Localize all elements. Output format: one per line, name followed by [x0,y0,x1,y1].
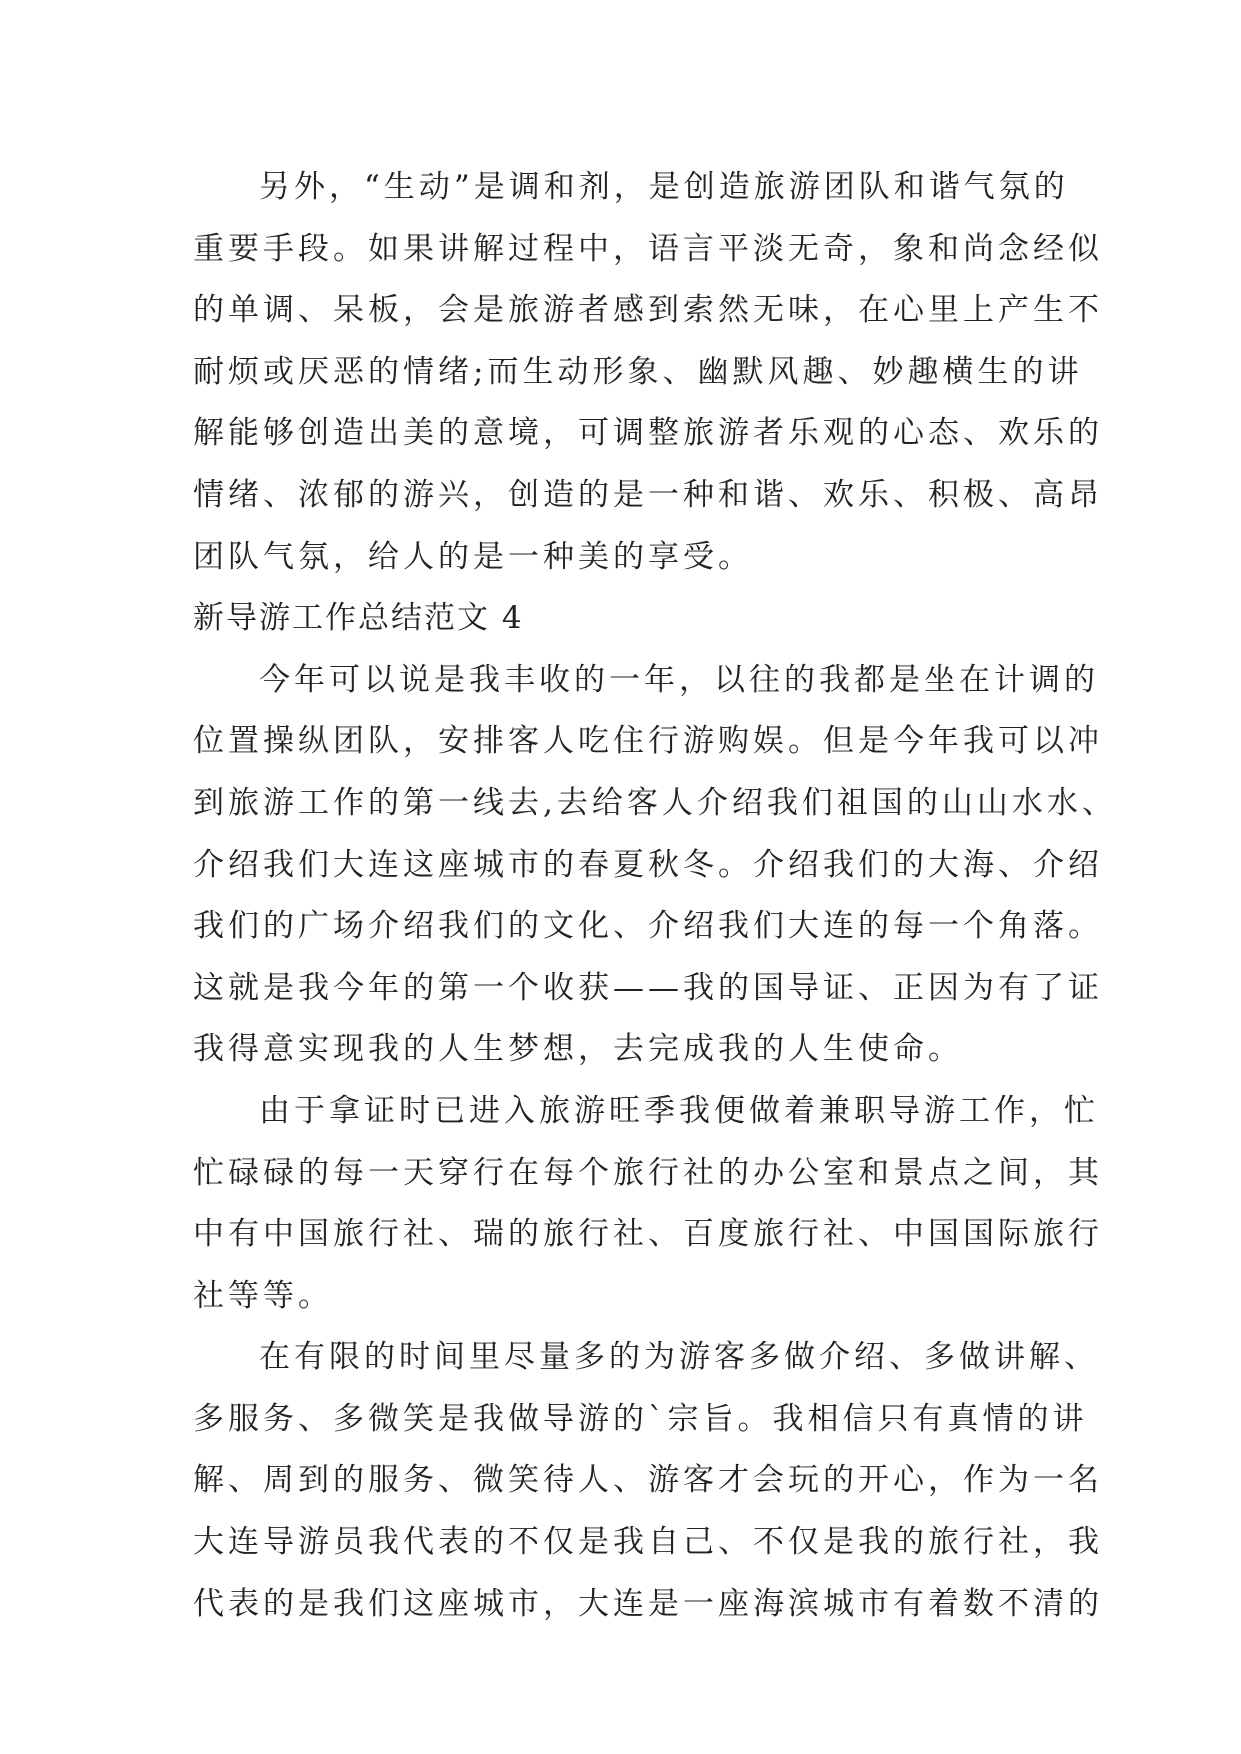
paragraph-line: 由于拿证时已进入旅游旺季我便做着兼职导游工作，忙 [259,1092,1099,1129]
document-body [193,157,1117,1635]
section-heading: 新导游工作总结范文 4 [193,600,524,637]
paragraph-line: 多服务、多微笑是我做导游的`宗旨。我相信只有真情的讲 [193,1400,1088,1437]
paragraph-line: 在有限的时间里尽量多的为游客多做介绍、多做讲解、 [259,1339,1099,1376]
paragraph-line: 情绪、浓郁的游兴，创造的是一种和谐、欢乐、积极、高昂 [193,476,1103,513]
paragraph-line: 团队气氛，给人的是一种美的享受。 [193,538,753,575]
paragraph-line: 重要手段。如果讲解过程中，语言平淡无奇，象和尚念经似 [193,230,1103,267]
paragraph-line: 今年可以说是我丰收的一年，以往的我都是坐在计调的 [259,661,1099,698]
paragraph-line: 这就是我今年的第一个收获——我的国导证、正因为有了证 [193,969,1103,1006]
paragraph-line: 大连导游员我代表的不仅是我自己、不仅是我的旅行社，我 [193,1524,1103,1561]
paragraph-line: 位置操纵团队，安排客人吃住行游购娱。但是今年我可以冲 [193,723,1103,760]
paragraph-line: 社等等。 [193,1277,333,1314]
paragraph-line: 我们的广场介绍我们的文化、介绍我们大连的每一个角落。 [193,908,1103,945]
paragraph-line: 到旅游工作的第一线去,去给客人介绍我们祖国的山山水水、 [193,784,1117,821]
paragraph-line: 忙碌碌的每一天穿行在每个旅行社的办公室和景点之间，其 [193,1154,1103,1191]
paragraph-line: 另外，“生动”是调和剂，是创造旅游团队和谐气氛的 [259,169,1069,205]
paragraph-line: 代表的是我们这座城市，大连是一座海滨城市有着数不清的 [193,1585,1103,1622]
paragraph-line: 耐烦或厌恶的情绪;而生动形象、幽默风趣、妙趣横生的讲 [193,353,1083,390]
paragraph-line: 解能够创造出美的意境，可调整旅游者乐观的心态、欢乐的 [193,415,1103,452]
paragraph-line: 介绍我们大连这座城市的春夏秋冬。介绍我们的大海、介绍 [193,846,1103,883]
paragraph-line: 的单调、呆板，会是旅游者感到索然无味，在心里上产生不 [193,292,1103,329]
paragraph-line: 我得意实现我的人生梦想，去完成我的人生使命。 [193,1031,963,1068]
paragraph-line: 中有中国旅行社、瑞的旅行社、百度旅行社、中国国际旅行 [193,1216,1103,1253]
paragraph-line: 解、周到的服务、微笑待人、游客才会玩的开心，作为一名 [193,1462,1103,1499]
